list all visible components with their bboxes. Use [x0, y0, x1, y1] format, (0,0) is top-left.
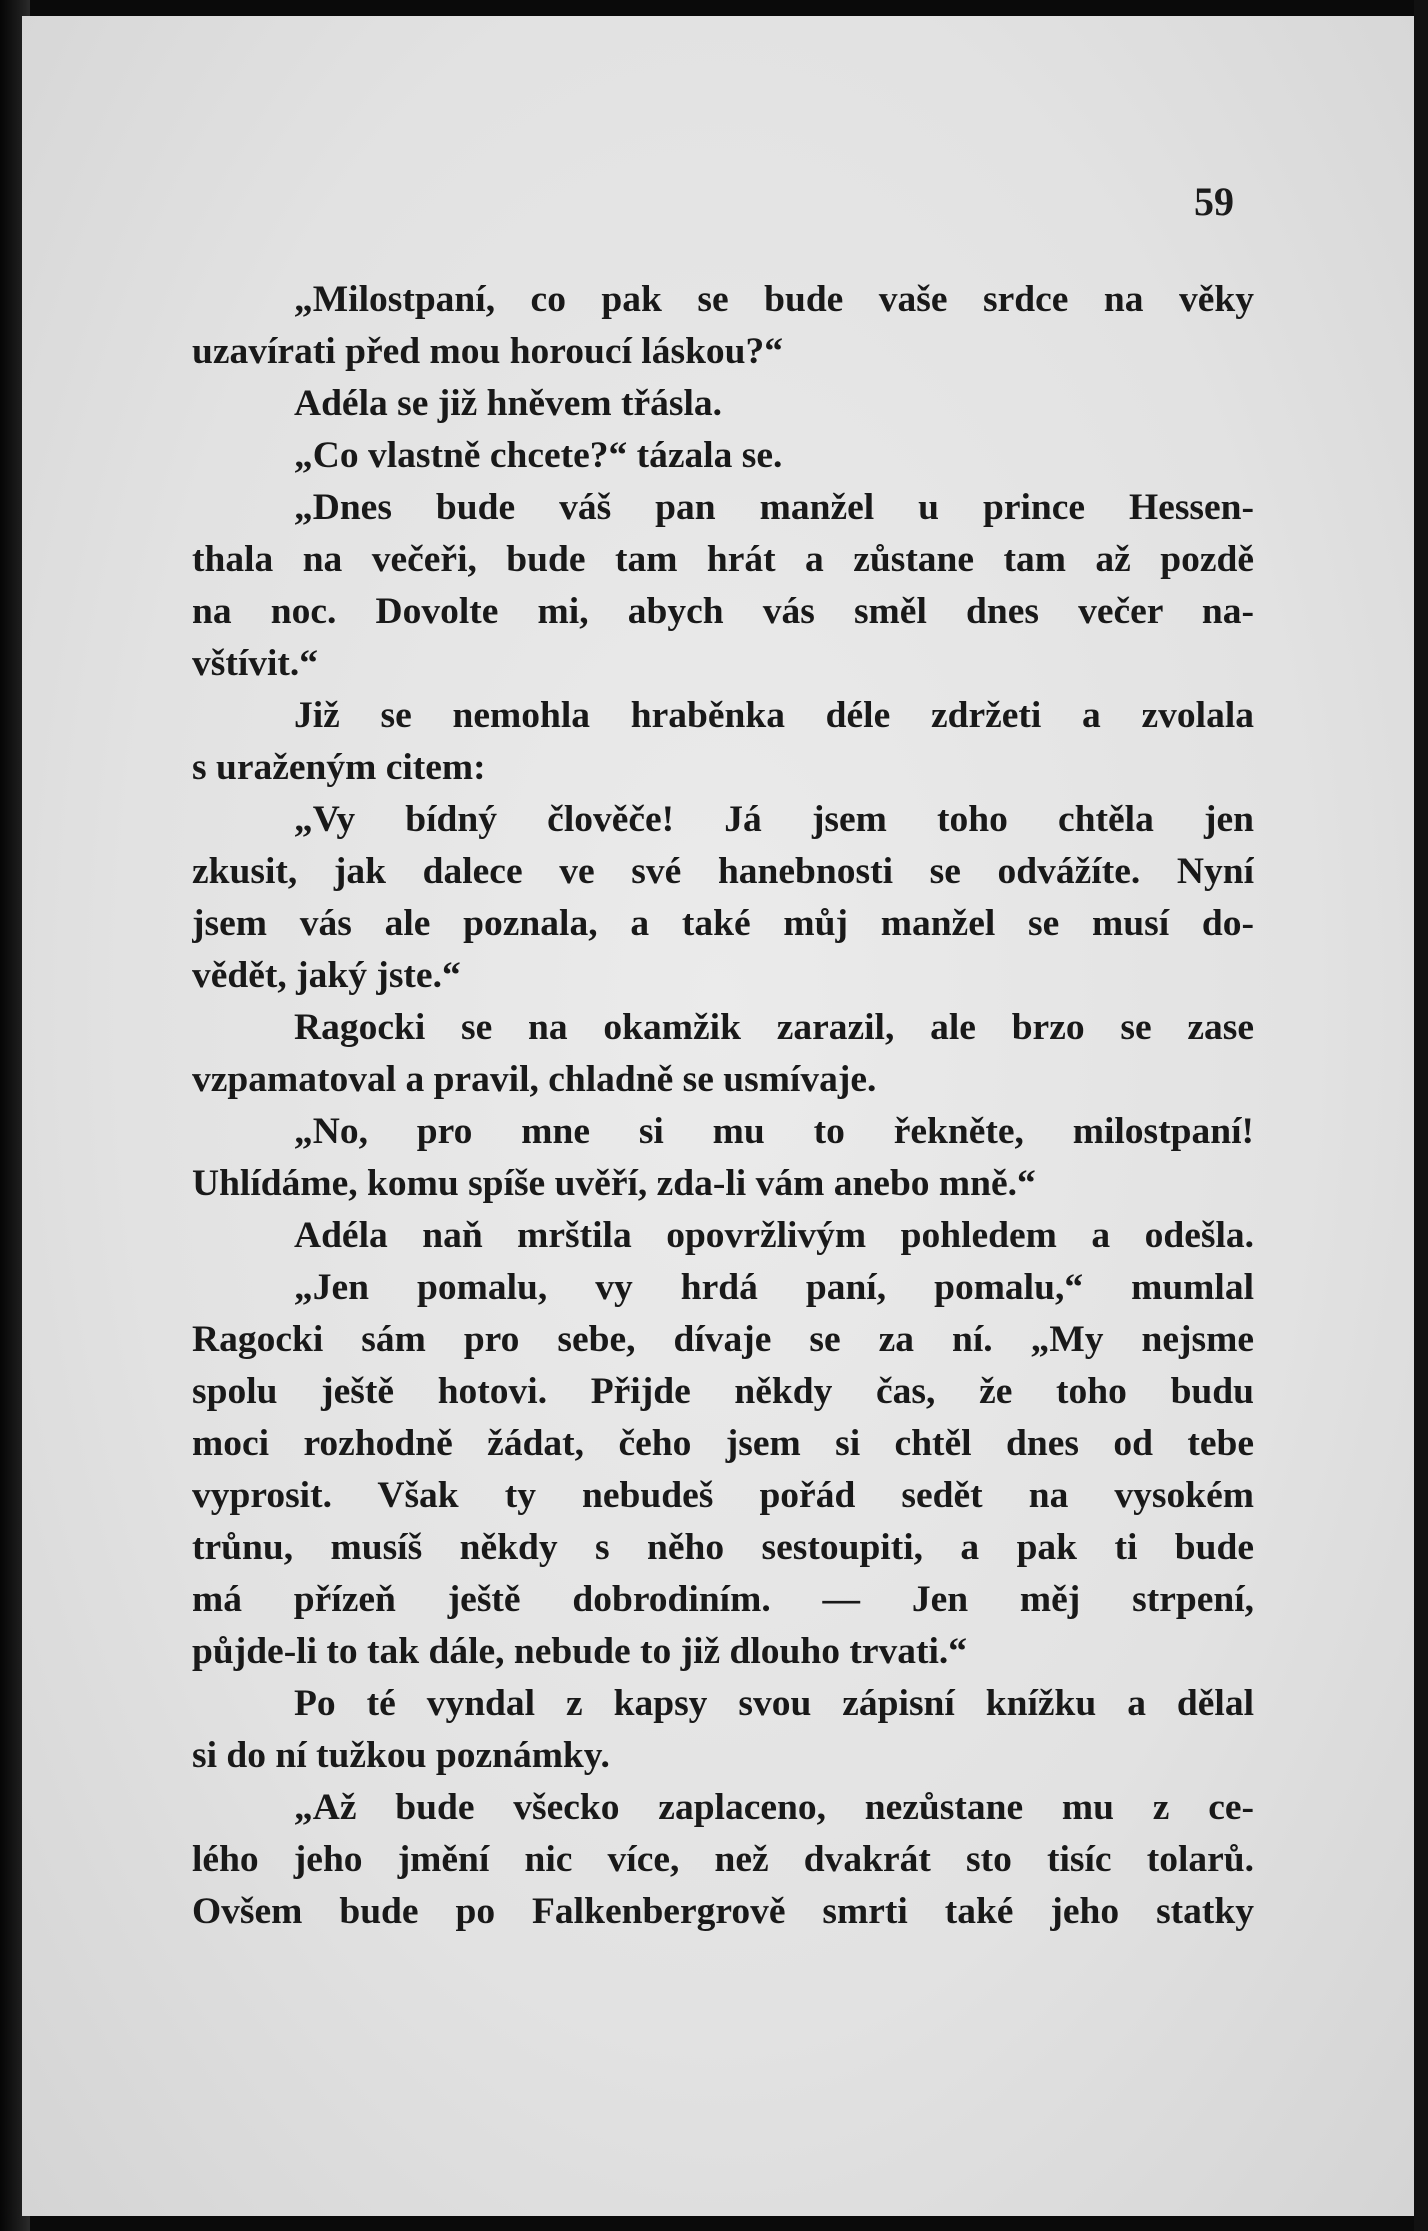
text-line: Již se nemohla hraběnka déle zdržeti a zvolala — [294, 695, 1254, 736]
text-line: lého jeho jmění nic více, než dvakrát sto tisíc tolarů. — [192, 1839, 1254, 1880]
scan-right-edge — [1414, 0, 1428, 2231]
text-line: „Jen pomalu, vy hrdá paní, pomalu,“ mumlal — [294, 1267, 1254, 1308]
text-line: půjde-li to tak dále, nebude to již dlouho trvati.“ — [192, 1631, 968, 1672]
text-line: Ragocki se na okamžik zarazil, ale brzo se zase — [294, 1007, 1254, 1048]
text-line: si do ní tužkou poznámky. — [192, 1735, 610, 1776]
text-line: má přízeň ještě dobrodiním. — Jen měj strpení, — [192, 1579, 1254, 1620]
text-line: „Milostpaní, co pak se bude vaše srdce na věky — [294, 279, 1254, 320]
text-line: vzpamatoval a pravil, chladně se usmívaje. — [192, 1059, 877, 1100]
text-line: Po té vyndal z kapsy svou zápisní knížku a dělal — [294, 1683, 1254, 1724]
page-text — [192, 274, 1254, 1938]
text-line: „Vy bídný člověče! Já jsem toho chtěla jen — [294, 799, 1254, 840]
text-line: moci rozhodně žádat, čeho jsem si chtěl dnes od tebe — [192, 1423, 1254, 1464]
text-line: Uhlídáme, komu spíše uvěří, zda-li vám anebo mně.“ — [192, 1163, 1036, 1204]
page-number: 59 — [1194, 179, 1234, 224]
text-line: thala na večeři, bude tam hrát a zůstane tam až pozdě — [192, 539, 1254, 580]
text-line: Adéla se již hněvem třásla. — [294, 383, 723, 424]
book-page — [22, 16, 1414, 2216]
text-line: „Až bude všecko zaplaceno, nezůstane mu z ce- — [294, 1787, 1254, 1828]
text-line: uzavírati před mou horoucí láskou?“ — [192, 331, 784, 372]
text-line: zkusit, jak dalece ve své hanebnosti se odvážíte. Nyní — [192, 851, 1254, 892]
text-line: spolu ještě hotovi. Přijde někdy čas, že toho budu — [192, 1371, 1254, 1412]
text-line: Ragocki sám pro sebe, dívaje se za ní. „My nejsme — [192, 1319, 1254, 1360]
text-line: „No, pro mne si mu to řekněte, milostpaní! — [294, 1111, 1254, 1152]
text-line: jsem vás ale poznala, a také můj manžel se musí do- — [192, 903, 1254, 944]
text-line: na noc. Dovolte mi, abych vás směl dnes večer na- — [192, 591, 1254, 632]
text-line: Adéla naň mrštila opovržlivým pohledem a odešla. — [294, 1215, 1254, 1256]
text-line: Ovšem bude po Falkenbergrově smrti také jeho statky — [192, 1891, 1254, 1932]
text-line: vědět, jaký jste.“ — [192, 955, 461, 996]
text-line: „Dnes bude váš pan manžel u prince Hessen- — [294, 487, 1254, 528]
text-line: vštívit.“ — [192, 643, 319, 684]
text-line: s uraženým citem: — [192, 747, 486, 788]
text-line: „Co vlastně chcete?“ tázala se. — [294, 435, 783, 476]
text-line: trůnu, musíš někdy s něho sestoupiti, a pak ti bude — [192, 1527, 1254, 1568]
text-line: vyprosit. Však ty nebudeš pořád sedět na vysokém — [192, 1475, 1254, 1516]
